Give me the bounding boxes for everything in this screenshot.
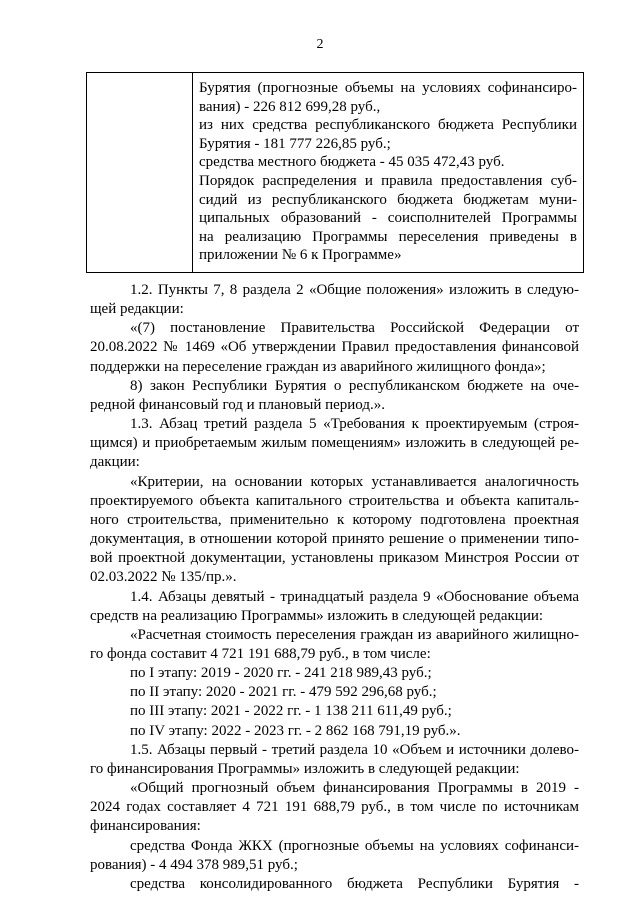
- table-text-line: средства местного бюджета - 45 035 472,43 руб.: [199, 154, 505, 171]
- paragraph-line: ного строительства, применительно к которому подготовлена проектная: [90, 511, 579, 528]
- paragraph-line: по II этапу: 2020 - 2021 гг. - 479 592 296,68 руб.;: [130, 684, 437, 701]
- table-text-line: Бурятия (прогнозные объемы на условиях софинансиро-: [199, 80, 577, 96]
- table-text-line: на реализацию Программы переселения приведены в: [199, 228, 577, 245]
- paragraph-line: дакции:: [90, 454, 140, 471]
- paragraph-line: по IV этапу: 2022 - 2023 гг. - 2 862 168 791,19 руб.».: [130, 722, 461, 739]
- paragraph-line: редной финансовый год и плановый период.».: [90, 396, 386, 413]
- paragraph-line: «Общий прогнозный объем финансирования Программы в 2019 -: [130, 780, 579, 797]
- paragraph-line: финансирования:: [90, 818, 201, 835]
- paragraph-line: 20.08.2022 № 1469 «Об утверждении Правил предоставления финансовой: [90, 339, 579, 356]
- table-text-line: приложении № 6 к Программе»: [199, 247, 402, 264]
- table-text-line: из них средства республиканского бюджета Республики: [199, 117, 577, 134]
- paragraph-line: рования) - 4 494 378 989,51 руб.;: [90, 856, 298, 873]
- paragraph-line: 1.4. Абзацы девятый - тринадцатый раздела 9 «Обоснование объема: [130, 588, 579, 605]
- page-number: 2: [316, 37, 324, 52]
- paragraph-line: «Критерии, на основании которых устанавливается аналогичность: [130, 473, 579, 490]
- table-row: [87, 73, 584, 273]
- continuation-table: [86, 72, 584, 273]
- table-text-line: Порядок распределения и правила предоставления суб-: [199, 172, 577, 189]
- paragraph-line: средства Фонда ЖКХ (прогнозные объемы на условиях софинанси-: [130, 837, 579, 854]
- paragraph-line: 2024 годах составляет 4 721 191 688,79 руб., в том числе по источникам: [90, 799, 579, 816]
- table-right-cell: [193, 73, 584, 273]
- table-text-line: вания) - 226 812 699,28 руб.,: [199, 98, 381, 115]
- paragraph-line: го фонда составит 4 721 191 688,79 руб., в том числе:: [90, 645, 431, 662]
- paragraph-line: 8) закон Республики Бурятия о республиканском бюджете на оче-: [130, 377, 579, 394]
- table-text-line: ципальных образований - соисполнителей Программы: [199, 210, 577, 227]
- paragraph-line: вой проектной документации, установлены приказом Минстроя России от: [90, 550, 579, 567]
- table-text-line: сидий из республиканского бюджета бюджетам муни-: [199, 191, 577, 208]
- paragraph-line: средства консолидированного бюджета Республики Бурятия -: [130, 875, 579, 892]
- table-text-line: Бурятия - 181 777 226,85 руб.;: [199, 135, 391, 152]
- paragraph-line: щей редакции:: [90, 301, 184, 318]
- paragraph-line: «Расчетная стоимость переселения граждан из аварийного жилищно-: [130, 626, 579, 643]
- paragraph-line: 1.3. Абзац третий раздела 5 «Требования к проектируемым (строя-: [130, 416, 579, 433]
- paragraph-line: поддержки на переселение граждан из аварийного жилищного фонда»;: [90, 358, 546, 375]
- paragraph-line: по I этапу: 2019 - 2020 гг. - 241 218 989,43 руб.;: [130, 665, 432, 682]
- paragraph-line: 1.5. Абзацы первый - третий раздела 10 «Объем и источники долево-: [130, 741, 579, 758]
- paragraph-line: проектируемого объекта капитального строительства и объекта капиталь-: [90, 492, 579, 509]
- paragraph-line: по III этапу: 2021 - 2022 гг. - 1 138 211 611,49 руб.;: [130, 703, 452, 720]
- paragraph-line: документация, в отношении которой принято решение о применении типо-: [90, 531, 579, 548]
- paragraph-line: го финансирования Программы» изложить в следующей редакции:: [90, 760, 520, 777]
- paragraph-line: «(7) постановление Правительства Российской Федерации от: [130, 320, 579, 337]
- paragraph-line: средств на реализацию Программы» изложить в следующей редакции:: [90, 607, 544, 624]
- paragraph-line: щимся) и приобретаемым жилым помещениям» изложить в следующей ре-: [90, 435, 579, 452]
- document-body: [90, 281, 579, 894]
- paragraph-line: 1.2. Пункты 7, 8 раздела 2 «Общие положения» изложить в следую-: [130, 282, 579, 298]
- paragraph-line: 02.03.2022 № 135/пр.».: [90, 569, 237, 586]
- table-left-cell: [87, 73, 193, 273]
